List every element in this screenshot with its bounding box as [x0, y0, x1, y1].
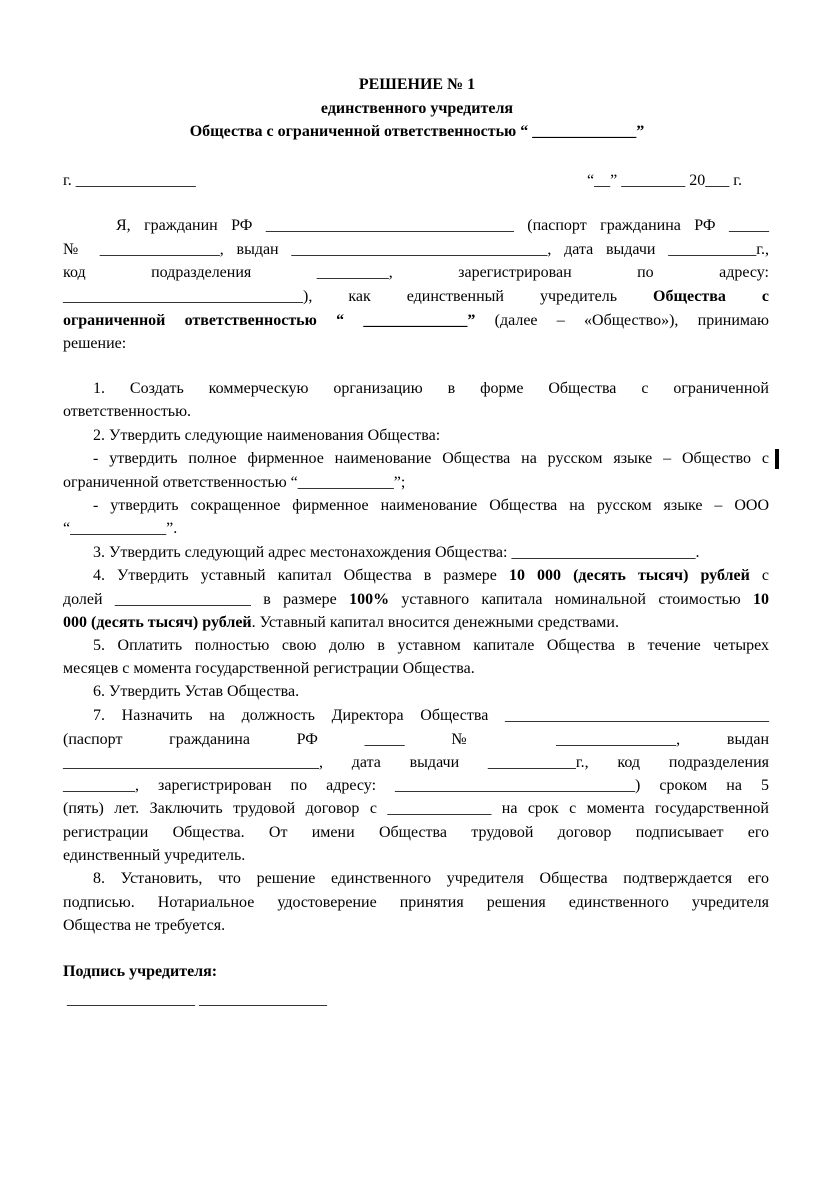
item-2b-line-2: “____________”. [63, 520, 178, 537]
item-7-line-4: _________, зарегистрирован по адресу: ______________________________) сроком на 5 [63, 777, 769, 794]
item-2: 2. Утвердить следующие наименования Общества: [93, 427, 441, 444]
intro-line-6: решение: [63, 335, 127, 352]
intro-word: подразделения [151, 264, 252, 281]
item-2b-line-1: - утвердить сокращенное фирменное наименование Общества на русском языке – ООО [93, 497, 769, 514]
intro-word: ______________________________), [63, 288, 313, 305]
intro-line-4 [63, 286, 769, 308]
date-field: “__” ________ 20___ г. [587, 172, 742, 189]
nominal-value-bold: 000 (десять тысяч) рублей [63, 614, 252, 631]
item-7-line-2: (паспорт гражданина РФ _____ № _______________, выдан [63, 731, 769, 748]
item-2a-line-2: ограниченной ответственностью “____________”; [63, 474, 406, 491]
capital-amount-bold: 10 000 (десять тысяч) рублей [508, 567, 750, 584]
doc-subtitle: единственного учредителя [320, 100, 514, 117]
intro-word-bold: Общества [653, 288, 726, 305]
nominal-value-bold: 10 [753, 591, 770, 608]
company-name-bold: ограниченной ответственностью “ _____________” [63, 312, 476, 329]
intro-word: как [348, 288, 371, 305]
item-4-line-1 [93, 565, 769, 587]
item-1-line-2: ответственностью. [63, 403, 192, 420]
item-4-text: . Уставный капитал вносится денежными средствами. [251, 614, 619, 631]
intro-word: адресу: [719, 264, 769, 281]
intro-line-2: № _______________, выдан ________________________________, дата выдачи ___________г., [63, 241, 769, 258]
doc-company-line: Общества с ограниченной ответственностью “ _____________” [189, 123, 645, 140]
item-2a-line-1: - утвердить полное фирменное наименование Общества на русском языке – Общество с [93, 450, 769, 467]
signature-lines: ________________ ________________ [67, 991, 327, 1008]
intro-word: _________, [316, 264, 393, 281]
intro-word: код [63, 264, 86, 281]
item-8-line-1: 8. Установить, что решение единственного учредителя Общества подтверждается его [93, 870, 769, 887]
item-8-line-3: Общества не требуется. [63, 917, 226, 934]
item-6: 6. Утвердить Устав Общества. [93, 683, 300, 700]
item-4-text: с [749, 567, 770, 584]
intro-word-bold: с [761, 288, 769, 305]
item-4-text: уставного капитала номинальной стоимостью [389, 591, 754, 608]
intro-word: единственный [406, 288, 504, 305]
item-1-line-1: 1. Создать коммерческую организацию в форме Общества с ограниченной [93, 380, 769, 397]
item-4-line-2 [63, 589, 769, 611]
item-5-line-1: 5. Оплатить полностью свою долю в уставном капитале Общества в течение четырех [93, 637, 769, 654]
text-cursor [775, 449, 779, 469]
item-7-line-5: (пять) лет. Заключить трудовой договор с _____________ на срок с момента государственной [63, 800, 769, 817]
item-5-line-2: месяцев с момента государственной регистрации Общества. [63, 660, 475, 677]
intro-word: по [637, 264, 654, 281]
intro-word: зарегистрирован [458, 264, 572, 281]
item-7-line-3: ________________________________, дата выдачи ___________г., код подразделения [63, 754, 769, 771]
item-4-line-3 [63, 612, 619, 634]
item-7-line-7: единственный учредитель. [63, 847, 246, 864]
item-8-line-2: подписью. Нотариальное удостоверение принятия решения единственного учредителя [63, 894, 769, 911]
item-4-text: 4. Утвердить уставный капитал Общества в размере [93, 567, 509, 584]
share-percent-bold: 100% [349, 591, 390, 608]
signature-label: Подпись учредителя: [63, 963, 218, 980]
item-3: 3. Утвердить следующий адрес местонахождения Общества: _______________________. [93, 544, 700, 561]
item-7-line-1: 7. Назначить на должность Директора Общества _________________________________ [93, 707, 769, 724]
intro-word: учредитель [539, 288, 617, 305]
item-7-line-6: регистрации Общества. От имени Общества трудовой договор подписывает его [63, 824, 769, 841]
intro-line-3 [63, 262, 769, 284]
doc-title: РЕШЕНИЕ № 1 [358, 76, 476, 93]
intro-line-5 [63, 310, 769, 332]
intro-line-1: Я, гражданин РФ _______________________________ (паспорт гражданина РФ _____ [116, 217, 769, 234]
intro-tail: (далее – «Общество»), принимаю [475, 312, 769, 329]
place-field: г. _______________ [63, 172, 196, 189]
item-4-text: долей _________________ в размере [63, 591, 350, 608]
